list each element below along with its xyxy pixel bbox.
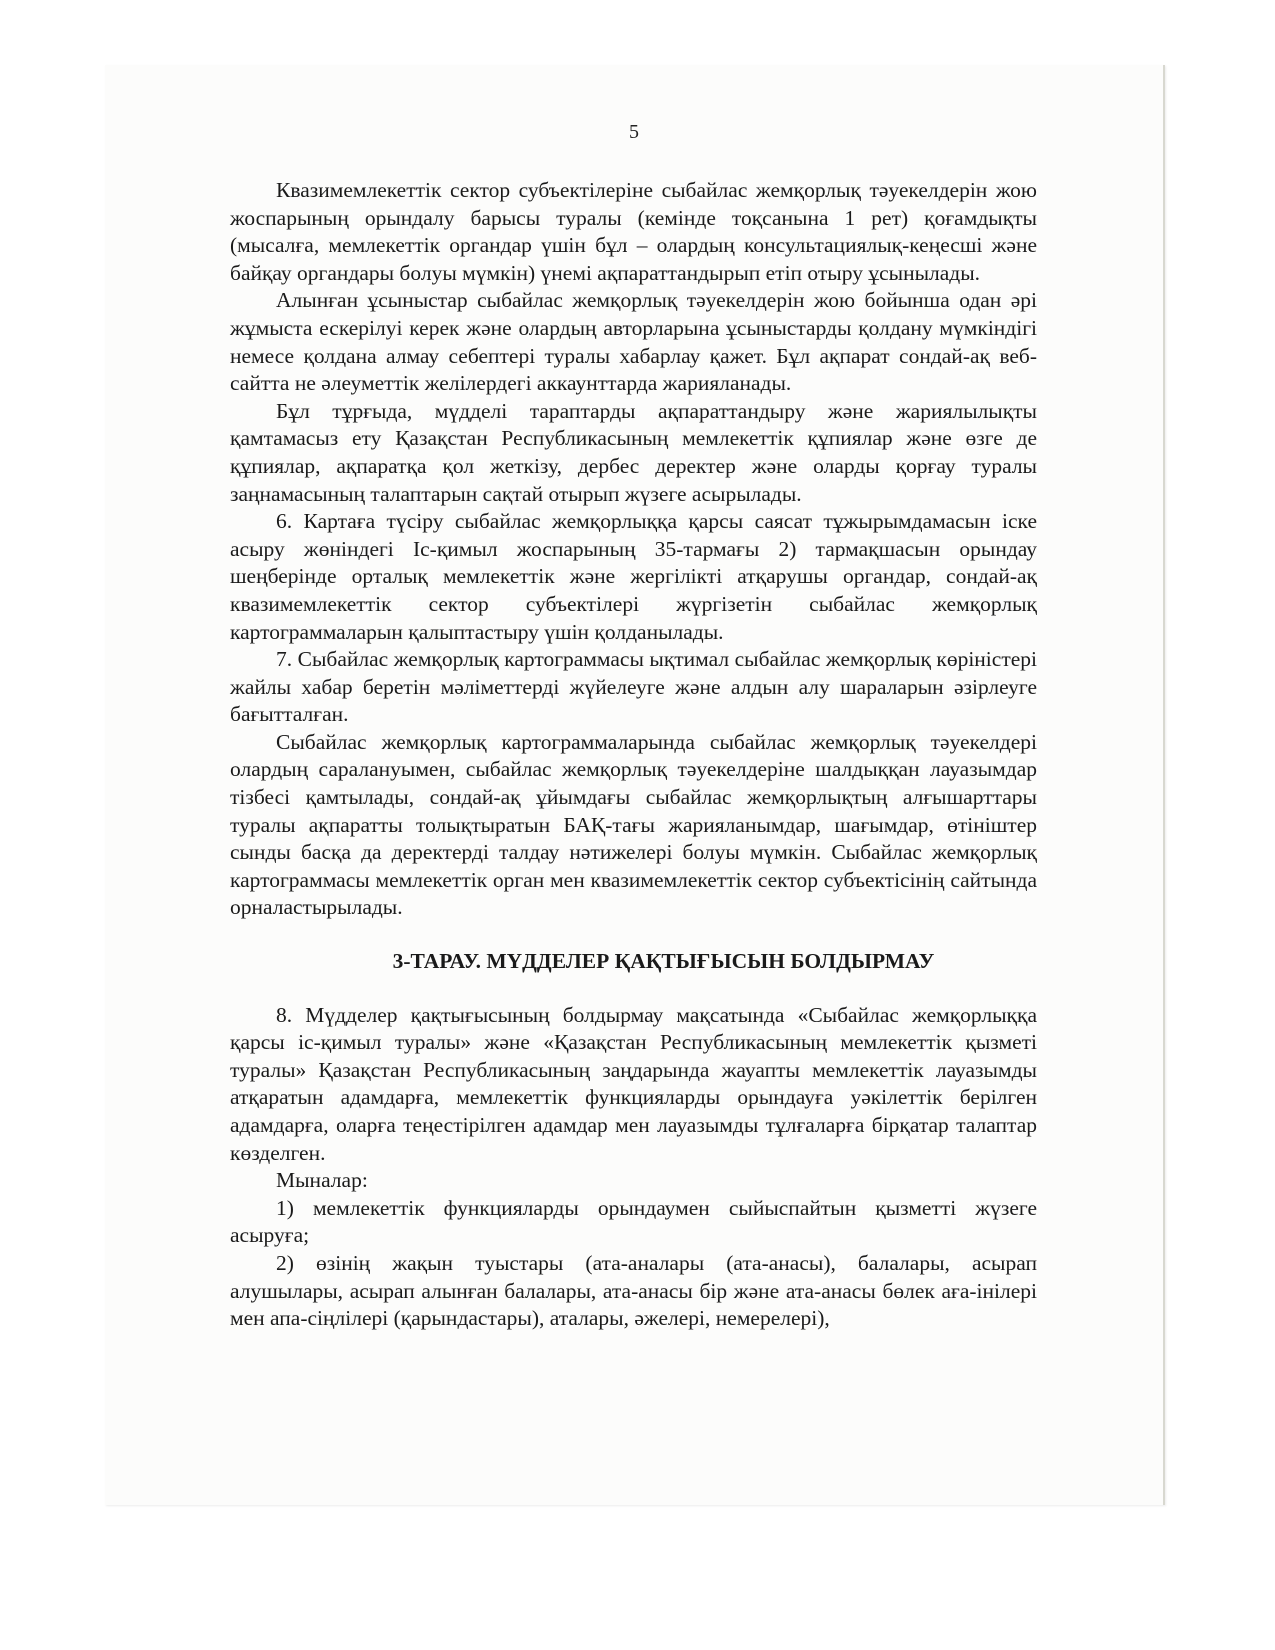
paragraph-cartograms: Сыбайлас жемқорлық картограммаларында сыбайлас жемқорлық тәуекелдері олардың саралануымен, сыбайлас жемқорлық тәуекелдеріне шалдыққан лауазымдар тізбесі қамтылады, сондай-ақ ұйымдағы сыбайлас жемқорлықтың алғышарттары туралы ақпаратты толықтыратын БАҚ-тағы жарияланымдар, шағымдар, өтініштер сынды басқа да деректерді талдау нәтижелері болуы мүмкін. Сыбайлас жемқорлық картограммасы мемлекеттік орган мен квазимемлекеттік сектор субъектісінің сайтында орналастырылады. (230, 729, 1037, 920)
section-heading: 3-ТАРАУ. МҮДДЕЛЕР ҚАҚТЫҒЫСЫН БОЛДЫРМАУ (392, 949, 935, 974)
list-item-2: 2) өзінің жақын туыстары (ата-аналары (ата-анасы), балалары, асырап алушылары, асырап алынған балалары, ата-анасы бір және ата-анасы бөлек аға-інілері мен апа-сіңлілері (қарындастары), аталары, әжелері, немерелері), (230, 1250, 1037, 1331)
paragraph-list-intro: Мыналар: (276, 1168, 368, 1193)
paragraph-item-7: 7. Сыбайлас жемқорлық картограммасы ықтимал сыбайлас жемқорлық көріністері жайлы хабар беретін мәліметтерді жүйелеуге және алдын алу шараларын әзірлеуге бағытталған. (230, 647, 1037, 727)
paragraph-item-8: 8. Мүдделер қақтығысының болдырмау мақсатында «Сыбайлас жемқорлыққа қарсы іс-қимыл туралы» және «Қазақстан Республикасының мемлекеттік қызметі туралы» Қазақстан Республикасының заңдарында жауапты мемлекеттік лауазымды атқаратын адамдарға, мемлекеттік функцияларды орындауға уәкілеттік берілген адамдарға, оларға теңестірілген адамдар мен лауазымды тұлғаларға бірқатар талаптар көзделген. (230, 1002, 1037, 1165)
page-number: 5 (629, 121, 639, 143)
paragraph-proposals: Алынған ұсыныстар сыбайлас жемқорлық тәуекелдерін жою бойынша одан әрі жұмыста ескерілуі керек және олардың авторларына ұсыныстарды қолдану мүмкіндігі немесе қолдана алмау себептері туралы хабарлау қажет. Бұл ақпарат сондай-ақ веб-сайтта не әлеуметтік желілердегі аккаунттарда жарияланады. (230, 288, 1037, 396)
list-item-1: 1) мемлекеттік функцияларды орындаумен сыйыспайтын қызметті жүзеге асыруға; (230, 1195, 1037, 1248)
paragraph-transparency: Бұл тұрғыда, мүдделі тараптарды ақпараттандыру және жариялылықты қамтамасыз ету Қазақстан Республикасының мемлекеттік құпиялар және өзге де құпиялар, ақпаратқа қол жеткізу, дербес деректер және оларды қорғау туралы заңнамасының талаптарын сақтай отырып жүзеге асырылады. (230, 398, 1037, 506)
document-page (105, 65, 1165, 1505)
page-content (230, 177, 1037, 1333)
paragraph-item-6: 6. Картаға түсіру сыбайлас жемқорлыққа қарсы саясат тұжырымдамасын іске асыру жөніндегі Іс-қимыл жоспарының 35-тармағы 2) тармақшасын орындау шеңберінде орталық мемлекеттік және жергілікті атқарушы органдар, сондай-ақ квазимемлекеттік сектор субъектілері жүргізетін сыбайлас жемқорлық картограммаларын қалыптастыру үшін қолданылады. (230, 509, 1037, 644)
paragraph-quasi-state-reporting: Квазимемлекеттік сектор субъектілеріне сыбайлас жемқорлық тәуекелдерін жою жоспарының орындалу барысы туралы (кемінде тоқсанына 1 рет) қоғамдықты (мысалға, мемлекеттік органдар үшін бұл – олардың консультациялық-кеңесші және байқау органдары болуы мүмкін) үнемі ақпараттандырып етіп отыру ұсынылады. (230, 178, 1037, 285)
